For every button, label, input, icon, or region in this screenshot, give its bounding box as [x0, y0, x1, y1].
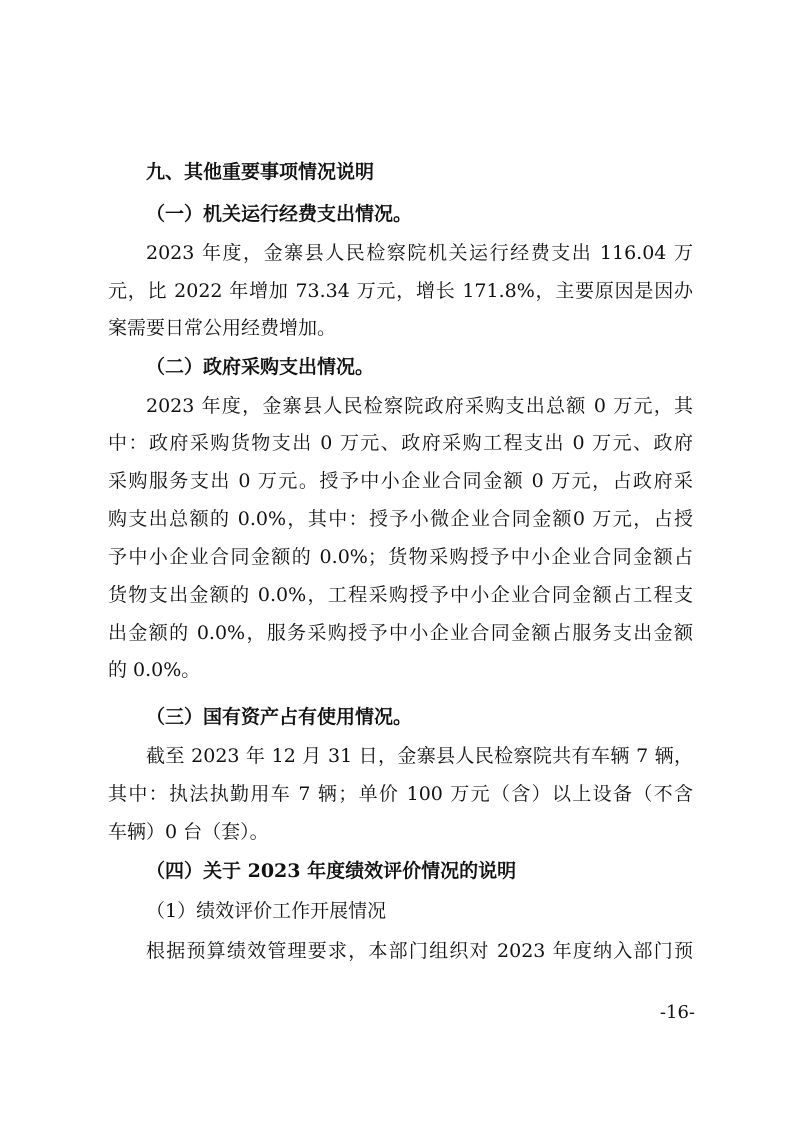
- paragraph-line: 根据预算绩效管理要求，本部门组织对 2023 年度纳入部门预: [146, 940, 693, 962]
- paragraph-line: 的 0.0%。: [108, 659, 201, 681]
- paragraph-line: 元，比 2022 年增加 73.34 万元，增长 171.8%，主要原因是因办: [108, 280, 693, 302]
- main-heading: 九、其他重要事项情况说明: [146, 161, 375, 183]
- paragraph-line: 车辆）0 台（套）。: [108, 821, 269, 843]
- section-heading-procurement: （二）政府采购支出情况。: [146, 356, 375, 378]
- section-heading-state-assets: （三）国有资产占有使用情况。: [146, 706, 413, 728]
- paragraph-line: 其中：执法执勤用车 7 辆；单价 100 万元（含）以上设备（不含: [108, 783, 693, 805]
- paragraph-line: 2023 年度，金寨县人民检察院政府采购支出总额 0 万元，其: [146, 395, 693, 417]
- paragraph-line: 截至 2023 年 12 月 31 日，金寨县人民检察院共有车辆 7 辆，: [146, 745, 693, 767]
- paragraph-line: 案需要日常公用经费增加。: [108, 317, 337, 339]
- section-heading-operating-expenses: （一）机关运行经费支出情况。: [146, 203, 413, 225]
- section-heading-performance-evaluation: （四）关于 2023 年度绩效评价情况的说明: [146, 860, 517, 882]
- paragraph-line: 采购服务支出 0 万元。授予中小企业合同金额 0 万元，占政府采: [108, 470, 693, 492]
- paragraph-line: 购支出总额的 0.0%，其中：授予小微企业合同金额0 万元，占授: [108, 508, 693, 530]
- paragraph-line: 货物支出金额的 0.0%，工程采购授予中小企业合同金额占工程支: [108, 584, 693, 606]
- paragraph-line: 中：政府采购货物支出 0 万元、政府采购工程支出 0 万元、政府: [108, 432, 693, 454]
- paragraph-line: 出金额的 0.0%，服务采购授予中小企业合同金额占服务支出金额: [108, 622, 693, 644]
- page-number: -16-: [659, 1002, 695, 1023]
- paragraph-line: 予中小企业合同金额的 0.0%；货物采购授予中小企业合同金额占: [108, 546, 693, 568]
- paragraph-line: 2023 年度，金寨县人民检察院机关运行经费支出 116.04 万: [146, 242, 693, 264]
- subsection-heading: （1）绩效评价工作开展情况: [146, 900, 387, 922]
